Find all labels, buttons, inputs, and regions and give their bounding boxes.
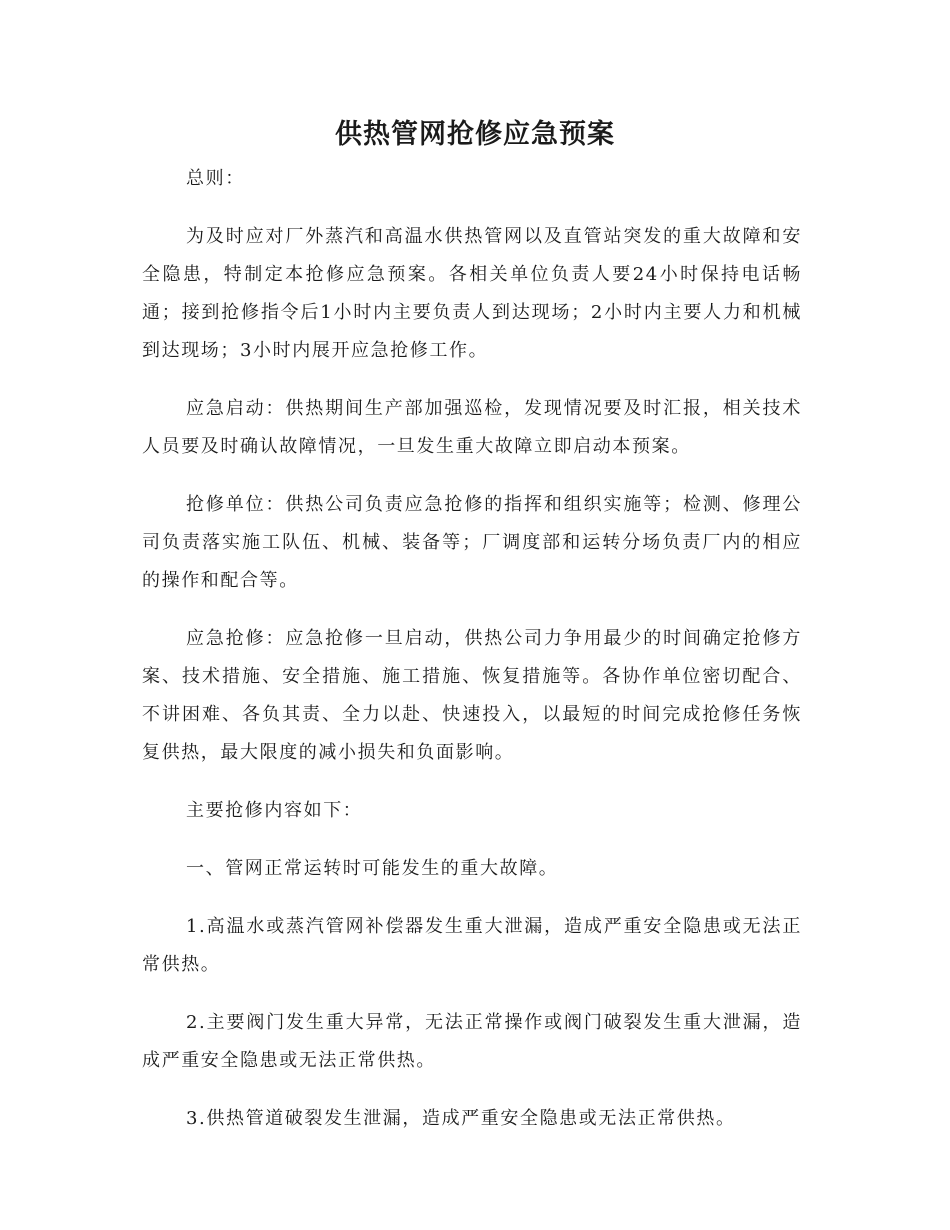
list-item-2: 2.主要阀门发生重大异常，无法正常操作或阀门破裂发生重大泄漏，造成严重安全隐患或无法正常供热。	[142, 1012, 802, 1071]
paragraph-emergency-start: 应急启动：供热期间生产部加强巡检，发现情况要及时汇报，相关技术人员要及时确认故障情况，一旦发生重大故障立即启动本预案。	[142, 398, 802, 457]
section-heading-major-faults: 一、管网正常运转时可能发生的重大故障。	[186, 858, 559, 879]
list-item-3: 3.供热管道破裂发生泄漏，造成严重安全隐患或无法正常供热。	[186, 1108, 736, 1129]
paragraph-repair-units: 抢修单位：供热公司负责应急抢修的指挥和组织实施等；检测、修理公司负责落实施工队伍、机械、装备等；厂调度部和运转分场负责厂内的相应的操作和配合等。	[142, 494, 802, 591]
document-body	[142, 160, 802, 1158]
document-title: 供热管网抢修应急预案	[335, 119, 615, 150]
paragraph-main-content-intro: 主要抢修内容如下：	[186, 800, 363, 821]
list-item-1: 1.高温水或蒸汽管网补偿器发生重大泄漏，造成严重安全隐患或无法正常供热。	[142, 916, 802, 975]
paragraph-emergency-repair: 应急抢修：应急抢修一旦启动，供热公司力争用最少的时间确定抢修方案、技术措施、安全措施、施工措施、恢复措施等。各协作单位密切配合、不讲困难、各负其责、全力以赴、快速投入，以最短的时间完成抢修任务恢复供热，最大限度的减小损失和负面影响。	[142, 628, 802, 763]
section-heading-general: 总则：	[186, 168, 245, 189]
paragraph-purpose: 为及时应对厂外蒸汽和高温水供热管网以及直管站突发的重大故障和安全隐患，特制定本抢修应急预案。各相关单位负责人要24小时保持电话畅通；接到抢修指令后1小时内主要负责人到达现场；2小时内主要人力和机械到达现场；3小时内展开应急抢修工作。	[142, 226, 802, 361]
